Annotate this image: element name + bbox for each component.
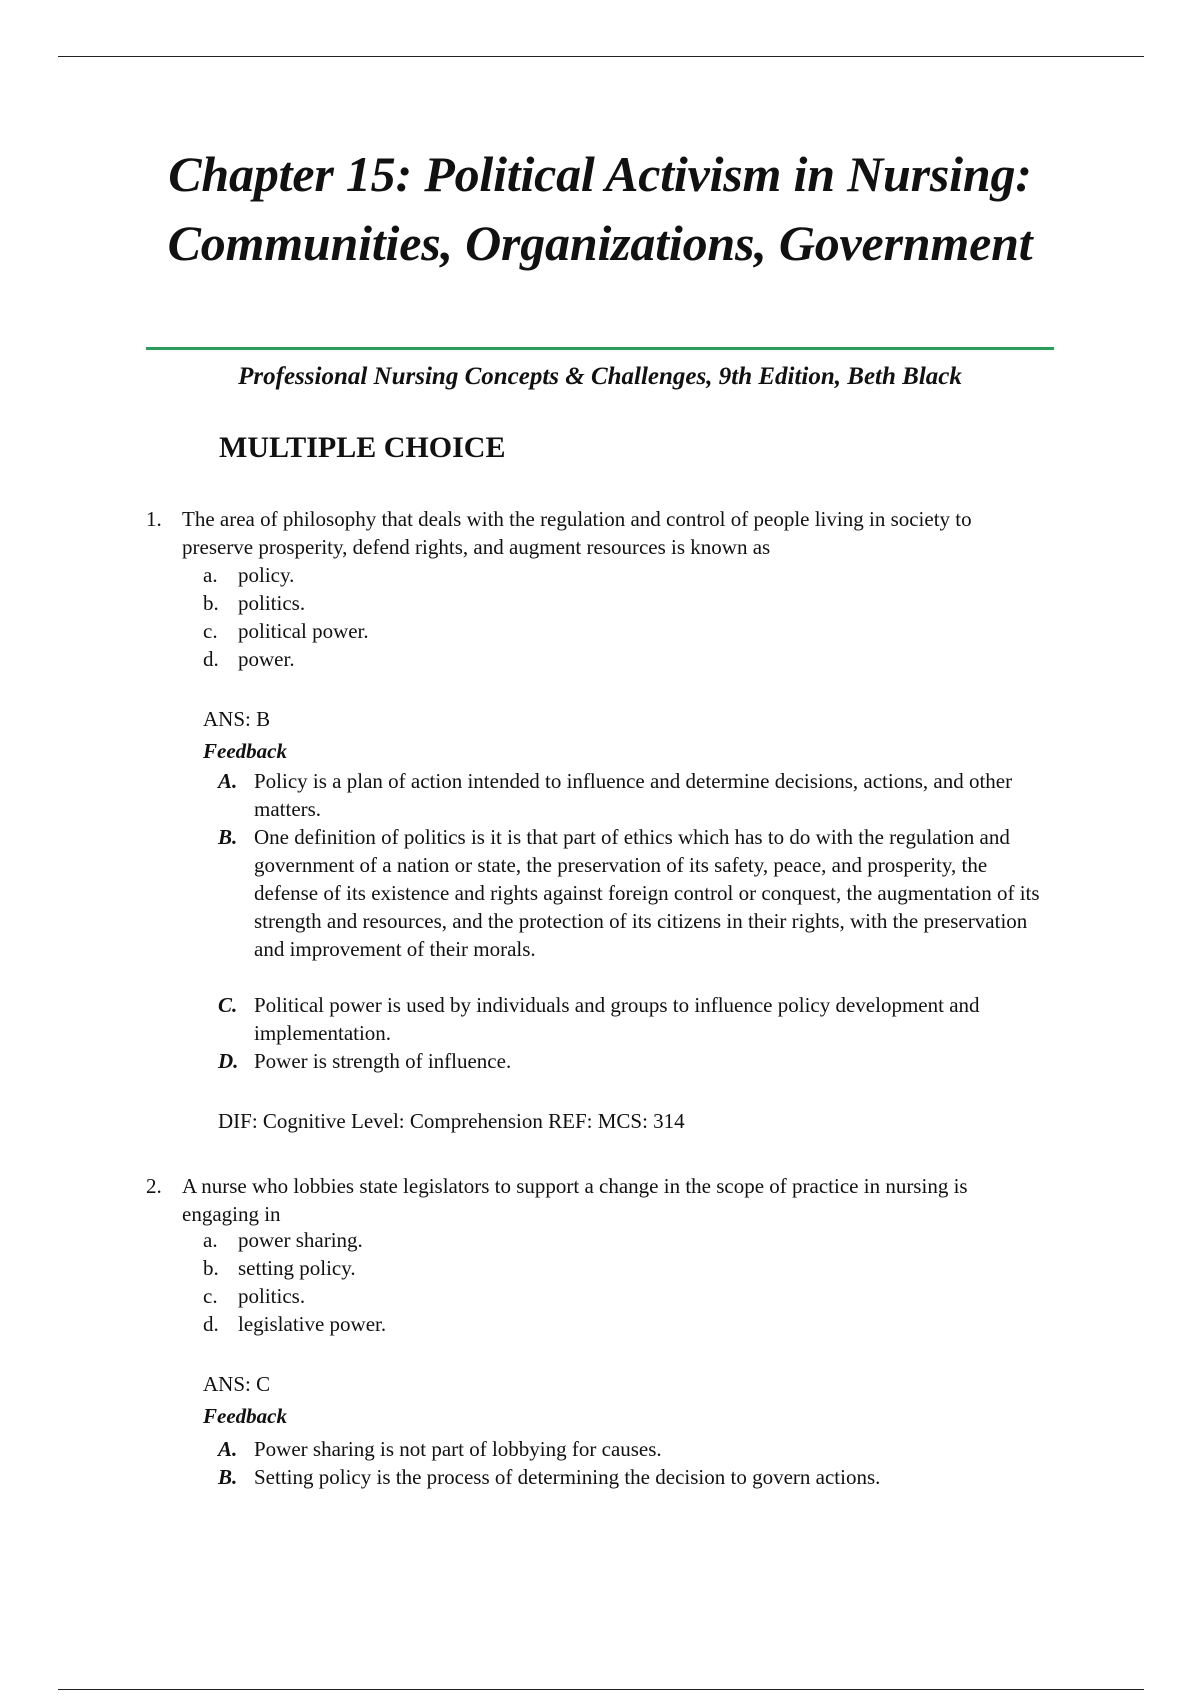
option-text: power sharing.: [238, 1228, 363, 1252]
section-heading: MULTIPLE CHOICE: [219, 431, 506, 464]
document-title: Chapter 15: Political Activism in Nursing: Communities, Organizations, Government: [167, 146, 1033, 271]
option-text: legislative power.: [238, 1312, 387, 1336]
answer-key: ANS: B: [203, 707, 271, 731]
option-text: politics.: [238, 1284, 306, 1308]
option-letter: b.: [203, 1256, 219, 1280]
option-letter: b.: [203, 591, 219, 615]
feedback-letter: D.: [218, 1049, 239, 1073]
option-text: political power.: [238, 619, 369, 643]
option-letter: d.: [203, 1312, 219, 1336]
option-text: setting policy.: [238, 1256, 356, 1280]
feedback-text: Political power is used by individuals and groups to influence policy development and implementation.: [254, 993, 980, 1045]
option-text: politics.: [238, 591, 306, 615]
feedback-letter: B.: [218, 825, 238, 849]
feedback-text: Power is strength of influence.: [254, 1049, 512, 1073]
feedback-label: Feedback: [203, 1404, 287, 1428]
document-subtitle: Professional Nursing Concepts & Challenges, 9th Edition, Beth Black: [238, 363, 962, 390]
option-letter: a.: [203, 563, 218, 587]
answer-key: ANS: C: [203, 1372, 271, 1396]
option-letter: a.: [203, 1228, 218, 1252]
option-letter: c.: [203, 1284, 218, 1308]
footer-rule: [58, 1689, 1144, 1690]
title-underline: [146, 347, 1054, 350]
option-text: power.: [238, 647, 295, 671]
feedback-text: Power sharing is not part of lobbying for causes.: [254, 1437, 662, 1461]
question-number: 2.: [146, 1174, 162, 1198]
option-letter: c.: [203, 619, 218, 643]
feedback-text: Setting policy is the process of determining the decision to govern actions.: [254, 1465, 881, 1489]
question-text: The area of philosophy that deals with the regulation and control of people living in society to preserve prosperity, defend rights, and augment resources is known as: [182, 507, 972, 559]
header-rule: [58, 56, 1144, 57]
feedback-letter: C.: [218, 993, 238, 1017]
feedback-text: One definition of politics is it is that part of ethics which has to do with the regulation and government of a nation or state, the preservation of its safety, peace, and prosperity, the defense of its existence and rights against foreign control or conquest, the augmentation of its strength and resources, and the protection of its citizens in their rights, with the preservation and improvement of their morals.: [254, 825, 1040, 961]
option-letter: d.: [203, 647, 219, 671]
feedback-label: Feedback: [203, 739, 287, 763]
option-text: policy.: [238, 563, 295, 587]
feedback-text: Policy is a plan of action intended to influence and determine decisions, actions, and other matters.: [254, 769, 1013, 821]
difficulty-reference: DIF: Cognitive Level: Comprehension REF: MCS: 314: [218, 1109, 685, 1133]
feedback-letter: A.: [218, 1437, 238, 1461]
feedback-letter: B.: [218, 1465, 238, 1489]
question-text: A nurse who lobbies state legislators to support a change in the scope of practice in nursing is engaging in: [182, 1174, 968, 1226]
question-number: 1.: [146, 507, 162, 531]
feedback-letter: A.: [218, 769, 238, 793]
